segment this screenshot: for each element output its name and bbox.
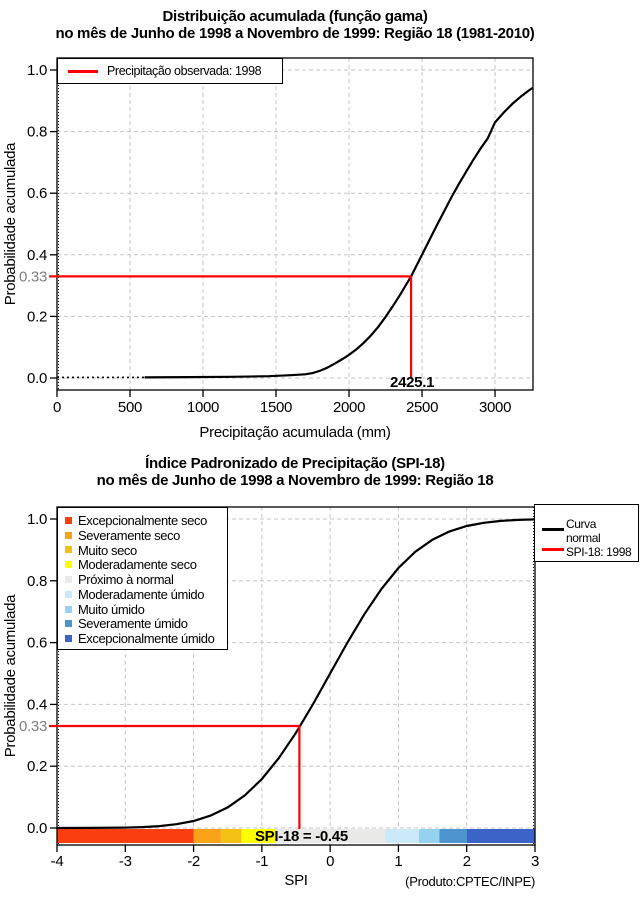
x-tick-label: 0 xyxy=(326,853,335,870)
y-tick-label: 0.4 xyxy=(27,246,47,264)
x-tick-label: 500 xyxy=(117,399,143,416)
spi-bar-segment xyxy=(57,829,194,843)
category-color-swatch-icon xyxy=(65,591,72,598)
x-axis-title: SPI xyxy=(284,872,308,889)
spi-bar-segment xyxy=(439,829,466,843)
spi-category-legend-item xyxy=(58,513,227,528)
y-tick-label: 0.8 xyxy=(27,572,47,590)
spi-category-legend-item xyxy=(58,617,227,632)
black-line-sample-icon xyxy=(542,528,564,531)
chart1-title: Distribuição acumulada (função gama) xyxy=(162,8,428,25)
x-tick-label: 1 xyxy=(394,853,403,870)
category-color-swatch-icon xyxy=(65,635,72,642)
spi-category-legend-item xyxy=(58,602,227,617)
spi-bar-segment xyxy=(194,829,221,843)
y-tick-label: 0.2 xyxy=(27,308,47,326)
y-tick-label: 0.2 xyxy=(27,758,47,776)
category-label: Moderadamente úmido xyxy=(78,586,205,602)
y-tick-label: 0.0 xyxy=(27,370,47,387)
y-tick-label: 1.0 xyxy=(27,511,47,528)
category-color-swatch-icon xyxy=(65,561,72,568)
category-color-swatch-icon xyxy=(65,620,72,627)
spi-category-legend-item xyxy=(58,528,227,543)
spi-bar-segment xyxy=(467,829,535,843)
y-tick-label: 0.0 xyxy=(27,820,47,837)
x-tick-label: 3 xyxy=(530,853,540,870)
spi-bar-segment xyxy=(419,829,439,843)
x-tick-label: 0 xyxy=(52,399,62,416)
spi-category-legend-item xyxy=(58,631,227,646)
spi-bar-segment xyxy=(385,829,419,843)
spi-categories-legend xyxy=(57,507,228,650)
category-label: Excepcionalmente seco xyxy=(78,512,207,528)
spi-category-legend-item xyxy=(58,572,227,587)
chart2-curves-legend xyxy=(534,504,639,562)
x-tick-label: -3 xyxy=(118,853,132,870)
x-tick-label: 2000 xyxy=(332,399,366,416)
legend-normal-label: normal xyxy=(566,531,601,545)
y-axis-title: Probabilidade acumulada xyxy=(2,594,19,758)
category-label: Muito seco xyxy=(78,542,137,558)
x-tick-label: 2500 xyxy=(405,399,439,416)
category-color-swatch-icon xyxy=(65,546,72,553)
category-label: Próximo à normal xyxy=(78,572,174,588)
x-tick-label: 2 xyxy=(462,853,471,870)
y-tick-label: 0.6 xyxy=(27,185,47,203)
y-axis-title: Probabilidade acumulada xyxy=(2,142,19,306)
legend-spi18-label: SPI-18: 1998 xyxy=(566,545,632,559)
spi-category-legend-item xyxy=(58,557,227,572)
y-tick-label: 0.8 xyxy=(27,123,47,141)
x-tick-label: 3000 xyxy=(478,399,512,416)
annotation-precip-value-label: 2425.1 xyxy=(390,374,435,391)
precipitation-cdf-plot xyxy=(2,58,533,441)
category-label: Moderadamente seco xyxy=(78,557,197,573)
spi-category-legend-item xyxy=(58,543,227,558)
category-color-swatch-icon xyxy=(65,576,72,583)
x-axis-title: Precipitação acumulada (mm) xyxy=(199,424,391,441)
chart1-subtitle: no mês de Junho de 1998 a Novembro de 1999: Região 18 (1981-2010) xyxy=(55,25,535,42)
category-label: Severamente úmido xyxy=(78,616,188,632)
category-label: Muito úmido xyxy=(78,601,145,617)
x-tick-label: -4 xyxy=(50,853,64,870)
chart1-legend-label: Precipitação observada: 1998 xyxy=(107,64,262,78)
annotation-probability-label: 0.33 xyxy=(19,268,47,286)
legend-curva-label: Curva xyxy=(566,517,597,531)
red-line-sample-icon xyxy=(68,70,98,73)
chart2-title: Índice Padronizado de Precipitação (SPI-18) xyxy=(145,455,445,472)
category-color-swatch-icon xyxy=(65,532,72,539)
annotation-spi-value-label: SPI-18 = -0.45 xyxy=(254,828,348,845)
category-label: Severamente seco xyxy=(78,527,180,543)
chart2-subtitle: no mês de Junho de 1998 a Novembro de 1999: Região 18 xyxy=(96,472,494,489)
x-tick-label: 1500 xyxy=(259,399,293,416)
category-color-swatch-icon xyxy=(65,606,72,613)
x-tick-label: -2 xyxy=(187,853,200,870)
red-line-sample-icon xyxy=(542,548,564,551)
category-color-swatch-icon xyxy=(65,517,72,524)
spi-category-legend-item xyxy=(58,587,227,602)
chart1-legend xyxy=(57,58,283,84)
x-tick-label: 1000 xyxy=(186,399,220,416)
y-tick-label: 1.0 xyxy=(27,62,47,79)
credit-text: (Produto:CPTEC/INPE) xyxy=(405,874,535,889)
annotation-probability-label: 0.33 xyxy=(19,718,47,736)
y-tick-label: 0.6 xyxy=(27,634,47,652)
category-label: Excepcionalmente úmido xyxy=(78,631,215,647)
x-tick-label: -1 xyxy=(255,853,269,870)
spi-bar-segment xyxy=(221,829,241,843)
plot-frame xyxy=(57,58,533,390)
y-tick-label: 0.4 xyxy=(27,696,47,714)
